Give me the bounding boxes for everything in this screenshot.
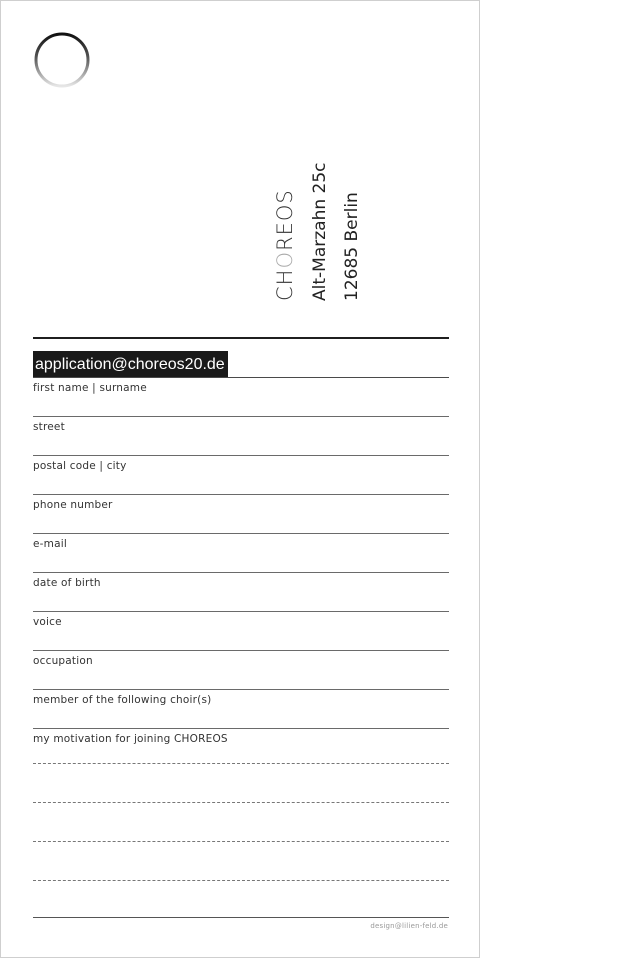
postal-address xyxy=(271,151,371,301)
field-motivation[interactable] xyxy=(33,728,449,767)
field-label: phone number xyxy=(33,499,113,511)
field-phone[interactable] xyxy=(33,494,449,533)
field-label: date of birth xyxy=(33,577,101,589)
footer-divider xyxy=(33,917,449,918)
field-street[interactable] xyxy=(33,416,449,455)
field-label: postal code | city xyxy=(33,460,127,472)
design-credit: design@lilien-feld.de xyxy=(370,922,448,930)
field-label: e-mail xyxy=(33,538,67,550)
field-label: voice xyxy=(33,616,62,628)
field-postal-city[interactable] xyxy=(33,455,449,494)
field-email[interactable] xyxy=(33,533,449,572)
writing-line xyxy=(33,763,449,802)
ring-logo-icon xyxy=(32,30,92,90)
field-occupation[interactable] xyxy=(33,650,449,689)
writing-line xyxy=(33,802,449,841)
brand-part-3: REOS xyxy=(273,189,297,251)
brand-part-1: CH xyxy=(273,268,297,301)
field-label: my motivation for joining CHOREOS xyxy=(33,733,228,745)
brand-part-2: O xyxy=(273,251,297,269)
field-date-of-birth[interactable] xyxy=(33,572,449,611)
field-name[interactable] xyxy=(33,377,449,416)
motivation-lines[interactable] xyxy=(33,763,449,919)
field-choirs[interactable] xyxy=(33,689,449,728)
brand-name xyxy=(273,189,297,301)
application-email[interactable]: application@choreos20.de xyxy=(33,351,228,377)
field-voice[interactable] xyxy=(33,611,449,650)
form-fields xyxy=(33,377,449,767)
header-divider xyxy=(33,337,449,339)
field-label: street xyxy=(33,421,65,433)
field-label: member of the following choir(s) xyxy=(33,694,212,706)
address-street: Alt-Marzahn 25c xyxy=(310,162,330,301)
field-label: first name | surname xyxy=(33,382,147,394)
field-label: occupation xyxy=(33,655,93,667)
address-city: 12685 Berlin xyxy=(342,192,362,301)
writing-line xyxy=(33,880,449,919)
writing-line xyxy=(33,841,449,880)
